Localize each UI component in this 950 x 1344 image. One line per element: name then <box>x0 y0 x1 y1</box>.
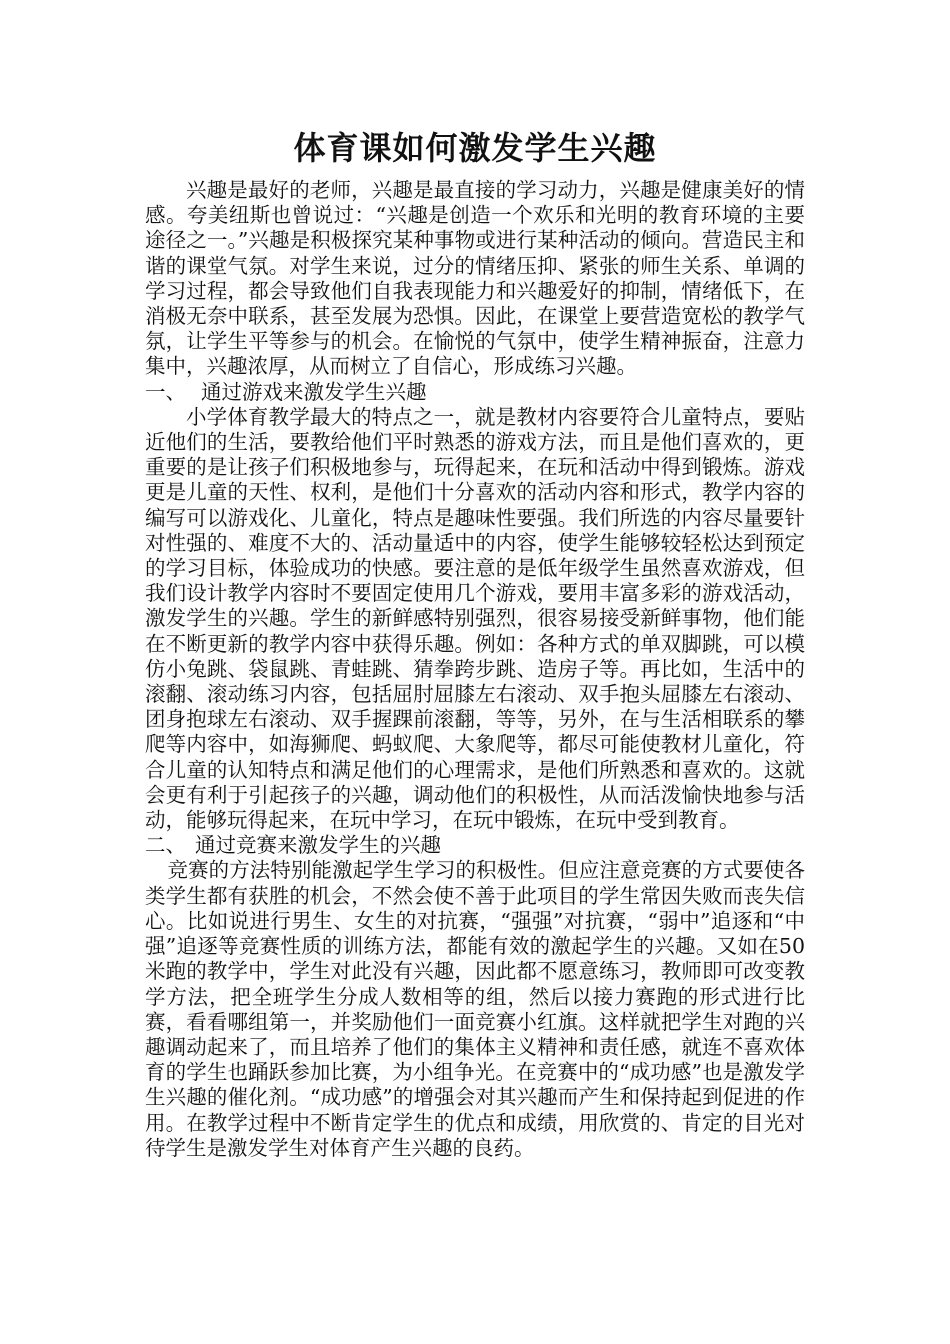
document-title: 体育课如何激发学生兴趣 <box>293 129 657 167</box>
section-heading-text: 通过竞赛来激发学生的兴趣 <box>195 833 441 858</box>
section-heading <box>145 380 805 405</box>
section-number: 二、 <box>145 833 186 858</box>
section-body: 竞赛的方法特别能激起学生学习的积极性。但应注意竞赛的方式要使各类学生都有获胜的机会，不然会使不善于此项目的学生常因失败而丧失信心。比如说进行男生、女生的对抗赛，“强强”对抗赛，“弱中”追逐和“中强”追逐等竞赛性质的训练方法，都能有效的激起学生的兴趣。又如在50米跑的教学中，学生对此没有兴趣，因此都不愿意练习，教师即可改变教学方法，把全班学生分成人数相等的组，然后以接力赛跑的形式进行比赛，看看哪组第一，并奖励他们一面竞赛小红旗。这样就把学生对跑的兴趣调动起来了，而且培养了他们的集体主义精神和责任感，就连不喜欢体育的学生也踊跃参加比赛，为小组争光。在竞赛中的“成功感”也是激发学生兴趣的催化剂。“成功感”的增强会对其兴趣而产生和保持起到促进的作用。在教学过程中不断肯定学生的优点和成绩，用欣赏的、肯定的目光对待学生是激发学生对体育产生兴趣的良药。 <box>145 858 805 1160</box>
section-body: 小学体育教学最大的特点之一，就是教材内容要符合儿童特点，要贴近他们的生活，要教给他们平时熟悉的游戏方法，而且是他们喜欢的，更重要的是让孩子们积极地参与，玩得起来，在玩和活动中得到锻炼。游戏更是儿童的天性、权利，是他们十分喜欢的活动内容和形式，教学内容的编写可以游戏化、儿童化，特点是趣味性要强。我们所选的内容尽量要针对性强的、难度不大的、活动量适中的内容，使学生能够较轻松达到预定的学习目标，体验成功的快感。要注意的是低年级学生虽然喜欢游戏，但我们设计教学内容时不要固定使用几个游戏，要用丰富多彩的游戏活动，激发学生的兴趣。学生的新鲜感特别强烈，很容易接受新鲜事物，他们能在不断更新的教学内容中获得乐趣。例如：各种方式的单双脚跳，可以模仿小兔跳、袋鼠跳、青蛙跳、猜拳跨步跳、造房子等。再比如，生活中的滚翻、滚动练习内容，包括屈肘屈膝左右滚动、双手抱头屈膝左右滚动、团身抱球左右滚动、双手握踝前滚翻，等等，另外，在与生活相联系的攀爬等内容中，如海狮爬、蚂蚁爬、大象爬等，都尽可能使教材儿童化，符合儿童的认知特点和满足他们的心理需求，是他们所熟悉和喜欢的。这就会更有利于引起孩子的兴趣，调动他们的积极性，从而活泼愉快地参与活动，能够玩得起来，在玩中学习，在玩中锻炼，在玩中受到教育。 <box>145 404 805 833</box>
intro-paragraph: 兴趣是最好的老师，兴趣是最直接的学习动力，兴趣是健康美好的情感。夸美纽斯也曾说过：“兴趣是创造一个欢乐和光明的教育环境的主要途径之一。”兴趣是积极探究某种事物或进行某种活动的倾向。营造民主和谐的课堂气氛。对学生来说，过分的情绪压抑、紧张的师生关系、单调的学习过程，都会导致他们自我表现能力和兴趣爱好的抑制，情绪低下，在消极无奈中联系，甚至发展为恐惧。因此，在课堂上要营造宽松的教学气氛，让学生平等参与的机会。在愉悦的气氛中，使学生精神振奋，注意力集中，兴趣浓厚，从而树立了自信心，形成练习兴趣。 <box>145 178 805 379</box>
section-heading-text: 通过游戏来激发学生兴趣 <box>201 379 427 404</box>
section-number: 一、 <box>145 379 186 404</box>
document-page <box>145 118 805 1161</box>
section-heading <box>145 833 805 858</box>
